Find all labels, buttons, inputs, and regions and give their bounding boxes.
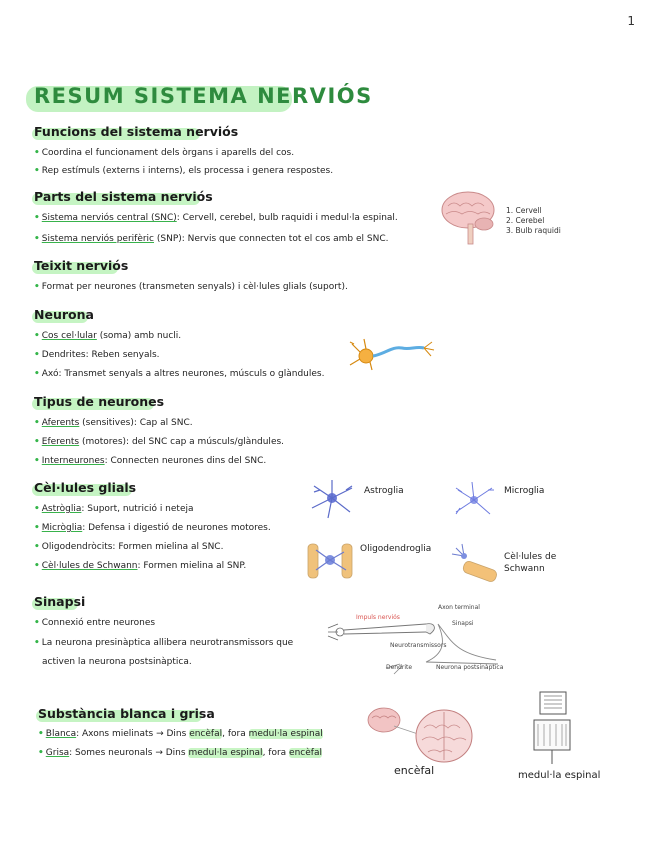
bullet-glials-3: • Oligodendròcits: Formen mielina al SNC. bbox=[34, 542, 224, 552]
microglia-figure bbox=[452, 480, 498, 520]
bullet-sinapsi-1: • Connexió entre neurones bbox=[34, 618, 156, 628]
label-medulla: medul·la espinal bbox=[518, 770, 601, 781]
label-dendrite: Dendrite bbox=[386, 664, 413, 671]
bullet-parts-snp: • Sistema nerviós perifèric (SNP): Nervis que connecten tot el cos amb el SNC. bbox=[34, 234, 389, 244]
bullet-substancia-grisa: • Grisa: Somes neuronals → Dins medul·la espinal, fora encèfal bbox=[38, 748, 322, 758]
schwann-figure bbox=[452, 544, 502, 582]
bullet-sinapsi-2: • La neurona presinàptica allibera neurotransmissors que bbox=[34, 638, 294, 648]
brain-label-2: 2. Cerebel bbox=[506, 216, 545, 225]
heading-teixit: Teixit nerviós bbox=[34, 258, 129, 273]
bullet-funcions-2: • Rep estímuls (externs i interns), els processa i genera respostes. bbox=[34, 166, 334, 176]
page-number: 1 bbox=[627, 14, 635, 28]
bullet-glials-4: • Cèl·lules de Schwann: Formen mielina al SNP. bbox=[34, 561, 247, 571]
bullet-substancia-blanca: • Blanca: Axons mielinats → Dins encèfal, fora medul·la espinal bbox=[38, 729, 323, 739]
label-schwann-1: Cèl·lules de bbox=[504, 552, 557, 562]
bullet-neurona-1: • Cos cel·lular (soma) amb nucli. bbox=[34, 331, 182, 341]
heading-tipus: Tipus de neurones bbox=[34, 394, 165, 409]
heading-parts: Parts del sistema nerviós bbox=[34, 189, 213, 204]
label-impulse: Impuls nerviós bbox=[356, 614, 400, 621]
heading-funcions: Funcions del sistema nerviós bbox=[34, 124, 239, 139]
label-encefal: encèfal bbox=[394, 764, 435, 777]
page-title: RESUM SISTEMA NERVIÓS bbox=[34, 84, 373, 108]
bullet-glials-1: • Astròglia: Suport, nutrició i neteja bbox=[34, 504, 194, 514]
brain-label-3: 3. Bulb raquidi bbox=[506, 226, 561, 235]
label-axon-terminal: Axon terminal bbox=[438, 604, 480, 611]
label-schwann-2: Schwann bbox=[504, 564, 545, 574]
bullet-funcions-1: • Coordina el funcionament dels òrgans i aparells del cos. bbox=[34, 148, 295, 158]
medulla-figure bbox=[530, 690, 576, 766]
label-neurotransmissors: Neurotransmissors bbox=[390, 642, 447, 649]
neuron-figure bbox=[340, 326, 440, 374]
bullet-tipus-2: • Eferents (motores): del SNC cap a músculs/glàndules. bbox=[34, 437, 285, 447]
bullet-tipus-1: • Aferents (sensitives): Cap al SNC. bbox=[34, 418, 193, 428]
bullet-neurona-2: • Dendrites: Reben senyals. bbox=[34, 350, 160, 360]
bullet-neurona-3: • Axó: Transmet senyals a altres neurones, músculs o glàndules. bbox=[34, 369, 325, 379]
bullet-tipus-3: • Interneurones: Connecten neurones dins del SNC. bbox=[34, 456, 267, 466]
brain-figure bbox=[440, 188, 502, 250]
bullet-glials-2: • Micròglia: Defensa i digestió de neurones motores. bbox=[34, 523, 271, 533]
label-synapse: Sinapsi bbox=[452, 620, 474, 627]
heading-sinapsi: Sinapsi bbox=[34, 594, 86, 609]
heading-substancia: Substància blanca i grisa bbox=[38, 706, 215, 721]
astroglia-figure bbox=[306, 478, 358, 520]
heading-glials: Cèl·lules glials bbox=[34, 480, 137, 495]
brain-label-1: 1. Cervell bbox=[506, 206, 542, 215]
label-postsinaptica: Neurona postsinàptica bbox=[436, 664, 504, 671]
bullet-sinapsi-2-cont: activen la neurona postsinàptica. bbox=[42, 657, 192, 667]
label-microglia: Microglia bbox=[504, 486, 545, 496]
bullet-teixit-1: • Format per neurones (transmeten senyals) i cèl·lules glials (suport). bbox=[34, 282, 348, 292]
encefal-figure bbox=[366, 704, 476, 766]
bullet-parts-snc: • Sistema nerviós central (SNC): Cervell, cerebel, bulb raquidi i medul·la espinal. bbox=[34, 213, 398, 223]
label-astroglia: Astroglia bbox=[364, 486, 404, 496]
heading-neurona: Neurona bbox=[34, 307, 94, 322]
label-oligodendroglia: Oligodendroglia bbox=[360, 544, 432, 554]
oligodendroglia-figure bbox=[304, 540, 360, 582]
